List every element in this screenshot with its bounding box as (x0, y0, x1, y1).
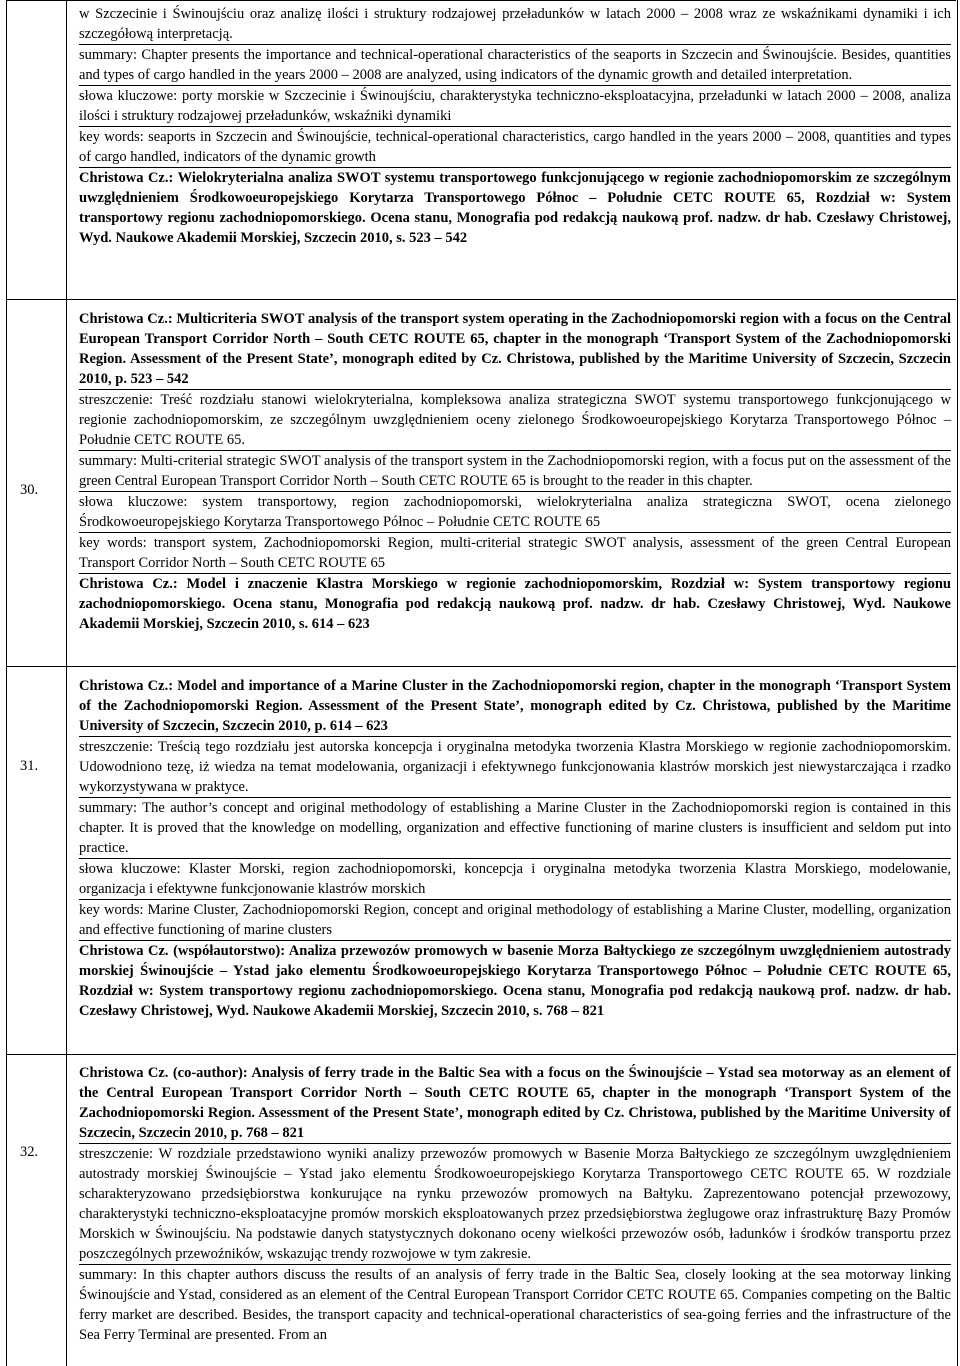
number-column (6, 0, 67, 1366)
entry-keywords-en: key words: Marine Cluster, Zachodniopomorski Region, concept and original methodology of establishing a Marine Cluster, modelling, organization and effective functioning of marine clusters (79, 900, 951, 941)
entry-number: 31. (20, 758, 39, 774)
entry-30 (79, 309, 951, 634)
entry-streszczenie: streszczenie: W rozdziale przedstawiono wyniki analizy przewozów promowych w Basenie Morza Bałtyckiego ze szczególnym uwzględnieniem autostrady morskiej Świnoujście – Ystad jako elementu Środkowoeuropejskiego Korytarza Transportowego CETC ROUTE 65. W rozdziale scharakteryzowano przedsiębiorstwa konkurujące na rynku przewozów promowych na Bałtyku. Zaprezentowano potencjał przewozowy, charakterystyki techniczno-eksploatacyjne promów morskich eksploatowanych przez przedsiębiorstwa żeglugowe oraz infrastrukturę Bazy Promów Morskich w Świnoujściu. Na podstawie danych statystycznych dokonano oceny wielkości przewozów osób, ładunków i środków transportu przez poszczególnych przewoźników, wskazując trendy rozwojowe w tym zakresie. (79, 1144, 951, 1265)
table-top-border (6, 0, 956, 1)
entry-31 (79, 676, 951, 1021)
row-divider (6, 299, 956, 300)
entry-31-title-pl: Christowa Cz.: Model i znaczenie Klastra Morskiego w regionie zachodniopomorskim, Rozdział w: System transportowy regionu zachodniopomorskiego. Ocena stanu, Monografia pod redakcją naukową prof. nadzw. dr hab. Czesławy Christowej, Wyd. Naukowe Akademii Morskiej, Szczecin 2010, s. 614 – 623 (79, 576, 951, 632)
continued-text: w Szczecinie i Świnoujściu oraz analizę ilości i struktury rodzajowej przeładunków w latach 2000 – 2008 wraz ze wskaźnikami dynamiki i ich szczegółową interpretacją. (79, 4, 951, 45)
entry-keywords-pl: słowa kluczowe: Klaster Morski, region zachodniopomorski, koncepcja i oryginalna metodyka tworzenia Klastra Morskiego, modelowanie, organizacja i efektywne funkcjonowanie klastrów morskich (79, 859, 951, 900)
entry-streszczenie: streszczenie: Treścią tego rozdziału jest autorska koncepcja i oryginalna metodyka tworzenia Klastra Morskiego w regionie zachodniopomorskim. Udowodniono tezę, iż wiedza na temat modelowania, organizacji i efektywnego funkcjonowania klastrów morskich jest niewystarczająca i rzadko wykorzystywana w praktyce. (79, 737, 951, 798)
continued-summary: summary: Chapter presents the importance and technical-operational characteristics of the seaports in Szczecin and Świnoujście. Besides, quantities and types of cargo handled in the years 2000 – 2008 are analyzed, using indicators of the dynamic growth and detailed interpretation. (79, 45, 951, 86)
continued-keywords-pl: słowa kluczowe: porty morskie w Szczecinie i Świnoujściu, charakterystyka techniczno-eksploatacyjna, przeładunki w latach 2000 – 2008, analiza ilości i struktury rodzajowej przeładunków, wskaźniki dynamiki (79, 86, 951, 127)
continued-keywords-en: key words: seaports in Szczecin and Świnoujście, technical-operational characteristics, cargo handled in the years 2000 – 2008, quantities and types of cargo handled, indicators of the dynamic growth (79, 127, 951, 168)
row-divider (6, 666, 956, 667)
entry-title-en: Christowa Cz.: Multicriteria SWOT analysis of the transport system operating in the Zachodniopomorski region with a focus on the Central European Transport Corridor North – South CETC ROUTE 65, chapter in the monograph ‘Transport System of the Zachodniopomorski Region. Assessment of the Present State’, monograph edited by Cz. Christowa, published by the Maritime University of Szczecin, Szczecin 2010, p. 523 – 542 (79, 309, 951, 390)
entry-summary: summary: In this chapter authors discuss the results of an analysis of ferry trade in the Baltic Sea, closely looking at the sea motorway linking Świnoujście and Ystad, considered as an element of the Central European Transport Corridor CETC ROUTE 65. Companies competing on the Baltic ferry market are described. Besides, the transport capacity and technical-operational characteristics of sea-going ferries and the infrastructure of the Sea Ferry Terminal are presented. From an (79, 1267, 951, 1343)
entry-32 (79, 1063, 951, 1345)
entry-summary: summary: The author’s concept and original methodology of establishing a Marine Cluster in the Zachodniopomorski region is contained in this chapter. It is proved that the knowledge on modelling, organization and effective functioning of marine clusters is insufficient and seldom put into practice. (79, 798, 951, 859)
entry-32-title-pl: Christowa Cz. (współautorstwo): Analiza przewozów promowych w basenie Morza Bałtyckiego ze szczególnym uwzględnieniem autostrady morskiej Świnoujście – Ystad jako elementu Środkowoeuropejskiego Korytarza Transportowego Północ – Południe CETC ROUTE 65, Rozdział w: System transportowy regionu zachodniopomorskiego. Ocena stanu, Monografia pod redakcją naukową prof. nadzw. dr hab. Czesławy Christowej, Wyd. Naukowe Akademii Morskiej, Szczecin 2010, s. 768 – 821 (79, 943, 951, 1019)
entry-number: 32. (20, 1144, 39, 1160)
entry-30-title-pl: Christowa Cz.: Wielokryterialna analiza SWOT systemu transportowego funkcjonującego w regionie zachodniopomorskim ze szczególnym uwzględnieniem Środkowoeuropejskiego Korytarza Transportowego Północ – Południe CETC ROUTE 65, Rozdział w: System transportowy regionu zachodniopomorskiego. Ocena stanu, Monografia pod redakcją naukową prof. nadzw. dr hab. Czesławy Christowej, Wyd. Naukowe Akademii Morskiej, Szczecin 2010, s. 523 – 542 (79, 170, 951, 246)
entry-title-en: Christowa Cz.: Model and importance of a Marine Cluster in the Zachodniopomorski region, chapter in the monograph ‘Transport System of the Zachodniopomorski Region. Assessment of the Present State’, monograph edited by Cz. Christowa, published by the Maritime University of Szczecin, Szczecin 2010, p. 614 – 623 (79, 676, 951, 737)
entry-keywords-pl: słowa kluczowe: system transportowy, region zachodniopomorski, wielokryterialna analiza strategiczna SWOT, ocena zielonego Środkowoeuropejskiego Korytarza Transportowego Północ – Południe CETC ROUTE 65 (79, 492, 951, 533)
row-divider (6, 1054, 956, 1055)
entry-streszczenie: streszczenie: Treść rozdziału stanowi wielokryterialna, kompleksowa analiza strategiczna SWOT systemu transportowego funkcjonującego w regionie zachodniopomorskim, ze szczególnym uwzględnieniem oceny zielonego Środkowoeuropejskiego Korytarza Transportowego Północ – Południe CETC ROUTE 65. (79, 390, 951, 451)
entry-summary: summary: Multi-criterial strategic SWOT analysis of the transport system in the Zachodniopomorski region, with a focus put on the assessment of the green Central European Transport Corridor North – South CETC ROUTE 65 is brought to the reader in this chapter. (79, 451, 951, 492)
entry-number: 30. (20, 482, 39, 498)
entry-title-en: Christowa Cz. (co-author): Analysis of ferry trade in the Baltic Sea with a focus on the Świnoujście – Ystad sea motorway as an element of the Central European Transport Corridor North – South CETC ROUTE 65, chapter in the monograph ‘Transport System of the Zachodniopomorski Region. Assessment of the Present State’, monograph edited by Cz. Christowa, published by the Maritime University of Szczecin, Szczecin 2010, p. 768 – 821 (79, 1063, 951, 1144)
entry-keywords-en: key words: transport system, Zachodniopomorski Region, multi-criterial strategic SWOT analysis, assessment of the green Central European Transport Corridor North – South CETC ROUTE 65 (79, 533, 951, 574)
continued-entry (79, 4, 951, 248)
